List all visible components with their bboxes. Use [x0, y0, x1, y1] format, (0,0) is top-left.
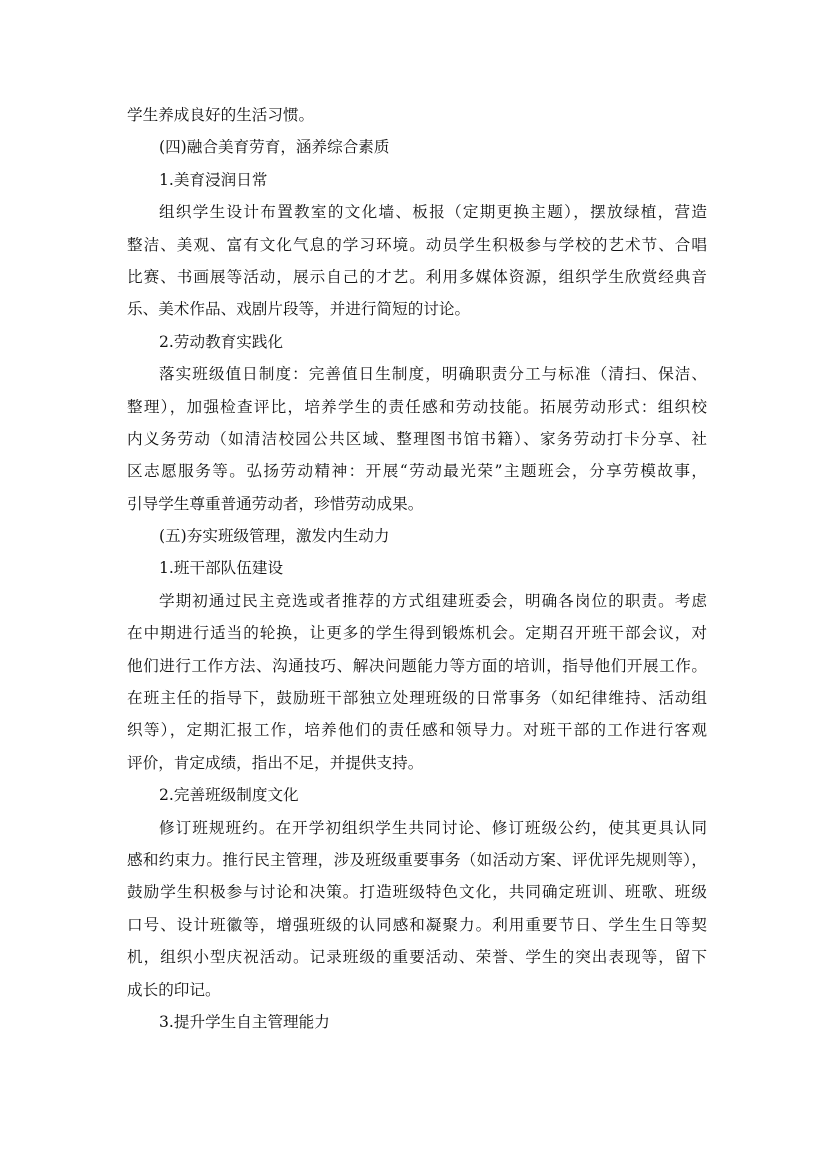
text-line: 3.提升学生自主管理能力 [159, 1012, 330, 1031]
text-line: 乐、美术作品、戏剧片段等，并进行简短的讨论。 [127, 300, 471, 319]
text-line: (四)融合美育劳育，涵养综合素质 [159, 138, 390, 157]
text-line: 1.美育浸润日常 [159, 170, 268, 189]
text-line: 1.班干部队伍建设 [159, 559, 284, 578]
text-line: 鼓励学生积极参与讨论和决策。打造班级特色文化，共同确定班训、班歌、班级 [127, 883, 707, 902]
text-line: 在班主任的指导下，鼓励班干部独立处理班级的日常事务（如纪律维持、活动组 [127, 689, 707, 708]
document-body [127, 99, 707, 1038]
text-line: 学期初通过民主竞选或者推荐的方式组建班委会，明确各岗位的职责。考虑 [159, 591, 707, 610]
text-line: 成长的印记。 [127, 980, 221, 999]
text-line: 修订班规班约。在开学初组织学生共同讨论、修订班级公约，使其更具认同 [159, 818, 707, 837]
text-line: 机，组织小型庆祝活动。记录班级的重要活动、荣誉、学生的突出表现等，留下 [127, 948, 707, 967]
text-line: 落实班级值日制度：完善值日生制度，明确职责分工与标准（清扫、保洁、 [159, 365, 707, 384]
text-line: 比赛、书画展等活动，展示自己的才艺。利用多媒体资源，组织学生欣赏经典音 [127, 267, 707, 286]
text-line: 整理），加强检查评比，培养学生的责任感和劳动技能。拓展劳动形式：组织校 [127, 397, 707, 416]
text-line: 他们进行工作方法、沟通技巧、解决问题能力等方面的培训，指导他们开展工作。 [127, 656, 707, 675]
text-line: (五)夯实班级管理，激发内生动力 [159, 527, 390, 546]
text-line: 整洁、美观、富有文化气息的学习环境。动员学生积极参与学校的艺术节、合唱 [127, 235, 707, 254]
text-line: 2.劳动教育实践化 [159, 332, 284, 351]
text-line: 感和约束力。推行民主管理，涉及班级重要事务（如活动方案、评优评先规则等）， [127, 850, 707, 869]
text-line: 内义务劳动（如清洁校园公共区域、整理图书馆书籍）、家务劳动打卡分享、社 [127, 429, 707, 448]
text-line: 口号、设计班徽等，增强班级的认同感和凝聚力。利用重要节日、学生生日等契 [127, 915, 707, 934]
text-line: 在中期进行适当的轮换，让更多的学生得到锻炼机会。定期召开班干部会议，对 [127, 624, 707, 643]
text-line: 引导学生尊重普通劳动者，珍惜劳动成果。 [127, 494, 424, 513]
text-line: 评价，肯定成绩，指出不足，并提供支持。 [127, 753, 424, 772]
text-line: 2.完善班级制度文化 [159, 786, 299, 805]
text-line: 区志愿服务等。弘扬劳动精神：开展“劳动最光荣”主题班会，分享劳模故事， [127, 462, 707, 481]
text-line: 组织学生设计布置教室的文化墙、板报（定期更换主题），摆放绿植，营造 [159, 203, 707, 222]
text-line: 学生养成良好的生活习惯。 [127, 106, 315, 124]
text-line: 织等），定期汇报工作，培养他们的责任感和领导力。对班干部的工作进行客观 [127, 721, 707, 740]
